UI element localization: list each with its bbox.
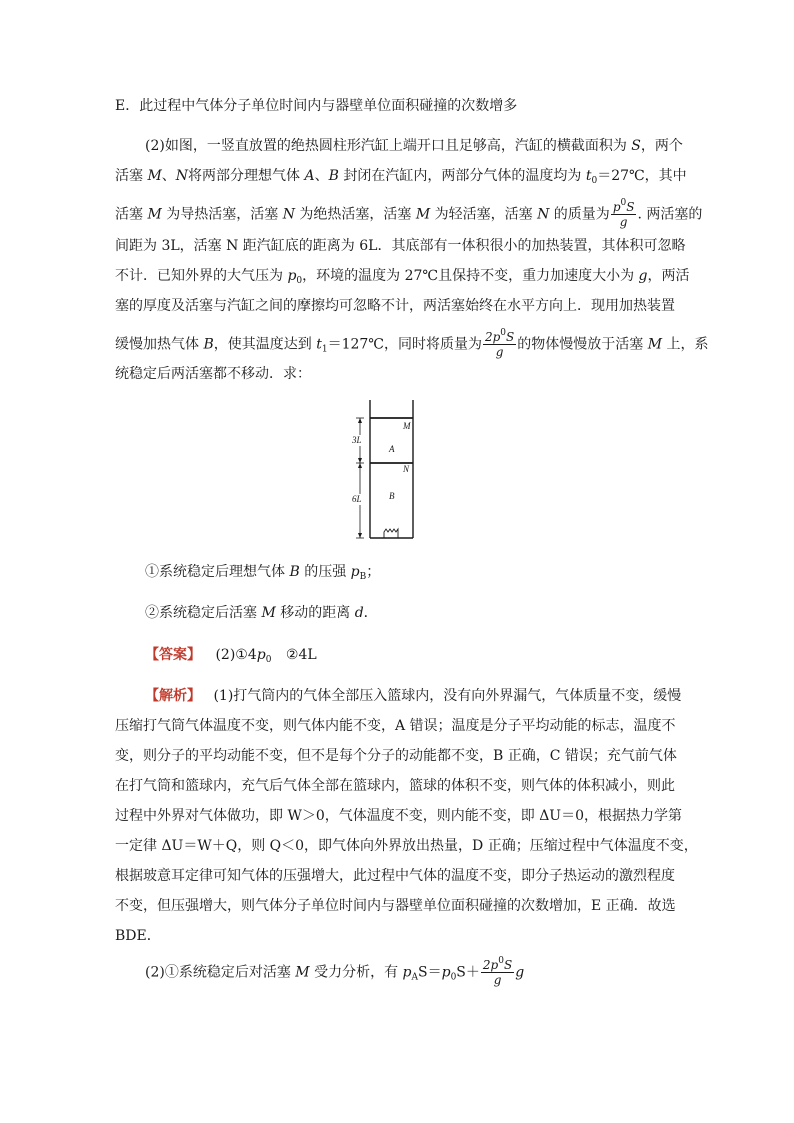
problem-line-6: 塞的厚度及活塞与汽缸之间的摩擦均可忽略不计，两活塞始终在水平方向上．现用加热装置	[115, 298, 675, 314]
label-6l: 6L	[352, 494, 362, 504]
analysis-line-7: 根据玻意耳定律可知气体的压强增大，此过程中气体的温度不变，即分子热运动的激烈程度	[115, 868, 675, 884]
label-n: N	[403, 464, 410, 474]
analysis-line-8: 不变，但压强增大，则气体分子单位时间内与器壁单位面积碰撞的次数增加，E 正确．故选	[115, 898, 676, 914]
label-m: M	[403, 421, 411, 431]
problem-line-3: 活塞 M 为导热活塞，活塞 N 为绝热活塞，活塞 M 为轻活塞，活塞 N 的质量为 $\frac{p^0S}{g}$ . 两活塞的	[115, 198, 703, 229]
answer-line: 【答案】 $(2)①4p_0$ ②4L	[145, 647, 317, 665]
label-3l: 3L	[352, 435, 362, 445]
fraction-2p0S-over-g: $\frac{2p^0S}{g}$	[484, 328, 515, 359]
answer-tag: 【答案】	[145, 647, 201, 663]
analysis-line-1: 【解析】 (1)打气筒内的气体全部压入篮球内，没有向外界漏气，气体质量不变，缓慢	[145, 688, 682, 704]
problem-line-8: 统稳定后两活塞都不移动．求：	[115, 366, 311, 382]
analysis-line-4: 在打气筒和篮球内，充气后气体全部在篮球内，篮球的体积不变，则气体的体积减小，则此	[115, 778, 675, 794]
problem-line-4: 间距为 3L，活塞 N 距汽缸底的距离为 6L．其底部有一体积很小的加热装置，其体积可忽略	[115, 238, 686, 254]
analysis-line-9: BDE．	[115, 928, 161, 944]
fraction-2p0S-over-g-solution: $\frac{2p^0S}{g}$	[482, 956, 513, 987]
analysis-line-5: 过程中外界对气体做功，即 W＞0，气体温度不变，则内能不变，即 ΔU＝0，根据热力学第	[115, 808, 683, 824]
analysis-line-6: 一定律 ΔU＝W＋Q，则 Q＜0，即气体向外界放出热量，D 正确；压缩过程中气体温度不变，	[115, 838, 698, 854]
problem-line-5: 不计．已知外界的大气压为 $p_0$，环境的温度为 27℃且保持不变，重力加速度大小为 g，两活	[115, 268, 690, 286]
question-2: ②系统稳定后活塞 M 移动的距离 d．	[145, 605, 378, 621]
cylinder-diagram	[340, 395, 450, 545]
solution-line-1: (2)①系统稳定后对活塞 M 受力分析，有 $p_AS=p_0S+$ $\frac{2p^0S}{g}$ g	[145, 956, 525, 987]
problem-line-7: 缓慢加热气体 B，使其温度达到 $t_1=127℃$，同时将质量为 $\frac{2p^0S}{g}$ 的物体慢慢放于活塞 M 上，系	[115, 328, 709, 359]
heater-coil-icon	[384, 529, 398, 538]
problem-line-2: 活塞 M、N将两部分理想气体 A、B 封闭在汽缸内，两部分气体的温度均为 $t_0=27℃$，其中	[115, 168, 687, 186]
option-e: E．此过程中气体分子单位时间内与器壁单位面积碰撞的次数增多	[115, 98, 518, 114]
question-1: ①系统稳定后理想气体 B 的压强 $p_B$；	[145, 564, 381, 582]
analysis-line-3: 变，则分子的平均动能不变，但不是每个分子的动能都不变，B 正确，C 错误；充气前气体	[115, 748, 677, 764]
label-b: B	[389, 491, 395, 501]
analysis-tag: 【解析】	[145, 688, 201, 704]
analysis-line-2: 压缩打气筒气体温度不变，则气体内能不变，A 错误；温度是分子平均动能的标志，温度不	[115, 718, 676, 734]
label-a: A	[389, 444, 395, 454]
problem-line-1: (2)如图，一竖直放置的绝热圆柱形汽缸上端开口且足够高，汽缸的横截面积为 S，两个	[145, 138, 683, 154]
fraction-p0S-over-g: $\frac{p^0S}{g}$	[612, 198, 635, 229]
